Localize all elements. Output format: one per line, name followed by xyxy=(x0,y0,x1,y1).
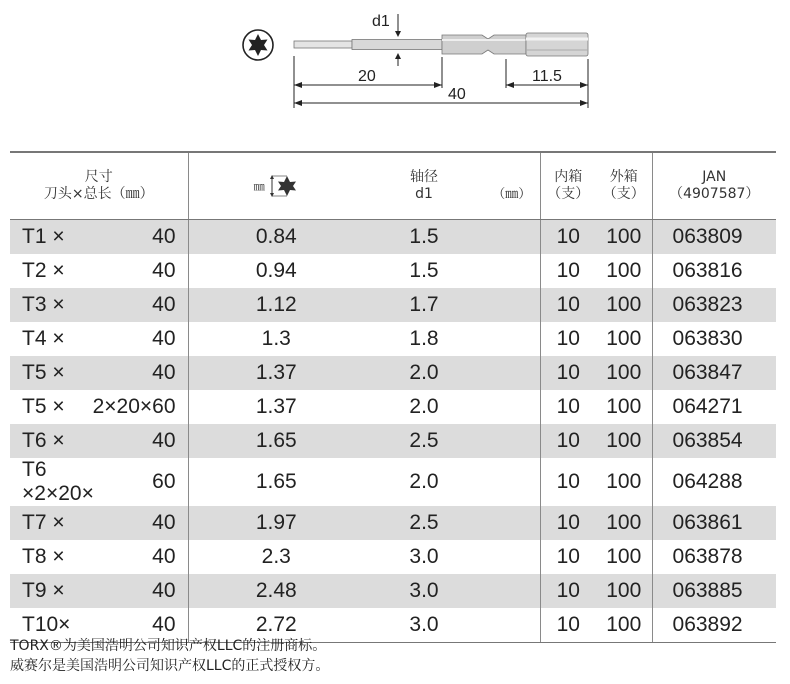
cell-spacer xyxy=(484,356,540,390)
cell-length: 40 xyxy=(78,288,188,322)
cell-spacer xyxy=(484,322,540,356)
cell-tip-size: 1.37 xyxy=(188,356,364,390)
cell-tip-size: 1.65 xyxy=(255,470,297,493)
cell-inner-box: 10 xyxy=(540,424,596,458)
cell-outer-box: 100 xyxy=(596,458,652,506)
cell-length: 40 xyxy=(78,220,188,255)
cell-outer-box: 100 xyxy=(596,540,652,574)
cell-length: 40 xyxy=(78,540,188,574)
d1-label: d1 xyxy=(372,13,390,30)
table-row xyxy=(10,356,776,390)
cell-tip-size: 1.3 xyxy=(261,327,291,350)
cell-inner-box: 10 xyxy=(540,356,596,390)
bit-dimension-drawing xyxy=(230,4,610,116)
cell-inner-box: 10 xyxy=(540,220,596,255)
table-row xyxy=(10,458,776,506)
cell-jan: 063892 xyxy=(652,608,776,643)
cell-jan: 063861 xyxy=(652,506,776,540)
header-outer-line2: （支） xyxy=(602,186,645,202)
cell-shaft-d1: 2.0 xyxy=(409,395,439,418)
cell-shaft-d1: 2.5 xyxy=(364,506,484,540)
header-jan-line1: JAN xyxy=(702,169,727,185)
cell-jan: 063816 xyxy=(672,259,743,282)
cell-tip-size: 2.72 xyxy=(188,608,364,643)
cell-inner-box: 10 xyxy=(540,506,596,540)
dimension-20: 20 xyxy=(358,68,376,85)
table-row xyxy=(10,288,776,322)
cell-tip-size: 1.37 xyxy=(255,395,297,418)
cell-spacer xyxy=(484,424,540,458)
cell-size: T2 × xyxy=(22,259,65,282)
dimension-11-5: 11.5 xyxy=(532,68,562,85)
torx-tip-dimension-icon xyxy=(269,173,299,199)
cell-size: T5 × xyxy=(10,356,78,390)
cell-inner-box: 10 xyxy=(556,327,580,350)
header-jan xyxy=(652,152,776,220)
header-size-line2: 刀头×总长（㎜） xyxy=(43,186,154,202)
header-size-line1: 尺寸 xyxy=(84,169,113,185)
spec-table xyxy=(10,151,776,643)
cell-length: 40 xyxy=(78,424,188,458)
cell-shaft-d1: 2.5 xyxy=(364,424,484,458)
cell-jan: 063885 xyxy=(652,574,776,608)
cell-length: 40 xyxy=(78,322,188,356)
cell-inner-box: 10 xyxy=(540,574,596,608)
cell-jan: 063854 xyxy=(652,424,776,458)
cell-tip-size: 2.3 xyxy=(261,545,291,568)
cell-size: T8 × xyxy=(22,545,65,568)
cell-spacer xyxy=(484,608,540,643)
header-inner-box xyxy=(540,152,596,220)
header-size xyxy=(10,152,188,220)
header-d1-line1: 轴径 xyxy=(410,169,439,185)
cell-length: 40 xyxy=(78,574,188,608)
header-outer-line1: 外箱 xyxy=(609,169,638,185)
cell-jan: 063830 xyxy=(672,327,743,350)
table-row xyxy=(10,390,776,424)
header-inner-line1: 内箱 xyxy=(554,169,583,185)
cell-length: 40 xyxy=(78,254,188,288)
cell-jan: 064288 xyxy=(672,470,743,493)
cell-spacer xyxy=(484,540,540,574)
cell-spacer xyxy=(484,254,540,288)
cell-size: T6 × xyxy=(10,424,78,458)
cell-spacer xyxy=(484,506,540,540)
cell-size: T4 × xyxy=(22,327,65,350)
cell-shaft-d1: 1.7 xyxy=(364,288,484,322)
header-d1-unit xyxy=(484,152,540,220)
cell-inner-box: 10 xyxy=(556,259,580,282)
cell-spacer xyxy=(484,220,540,255)
header-outer-box xyxy=(596,152,652,220)
cell-inner-box: 10 xyxy=(540,608,596,643)
table-row xyxy=(10,540,776,574)
header-tip xyxy=(188,152,364,220)
header-tip-unit: ㎜ xyxy=(253,179,265,193)
cell-size: T3 × xyxy=(10,288,78,322)
cell-tip-size: 1.65 xyxy=(188,424,364,458)
cell-length: 60 xyxy=(78,458,188,506)
cell-jan: 063847 xyxy=(652,356,776,390)
license-note: 威赛尔是美国浩明公司知识产权LLC的正式授权方。 xyxy=(10,658,330,674)
cell-tip-size: 1.97 xyxy=(188,506,364,540)
cell-inner-box: 10 xyxy=(556,470,580,493)
cell-jan: 063878 xyxy=(672,545,743,568)
header-d1-line2: d1 xyxy=(415,186,433,202)
cell-outer-box: 100 xyxy=(596,322,652,356)
trademark-note: TORX®为美国浩明公司知识产权LLC的注册商标。 xyxy=(10,638,327,654)
cell-size: T6 ×2×20× xyxy=(22,458,94,505)
table-row xyxy=(10,220,776,255)
table-row xyxy=(10,254,776,288)
cell-size: T10× xyxy=(10,608,78,643)
bit-side-view xyxy=(294,33,588,56)
cell-outer-box: 100 xyxy=(596,390,652,424)
cell-spacer xyxy=(484,288,540,322)
header-inner-line2: （支） xyxy=(547,186,590,202)
cell-length: 40 xyxy=(78,608,188,643)
header-d1 xyxy=(364,152,484,220)
cell-size: T7 × xyxy=(10,506,78,540)
dimension-40: 40 xyxy=(448,86,466,103)
cell-shaft-d1: 1.5 xyxy=(409,259,439,282)
table-row xyxy=(10,424,776,458)
header-d1-unit-text: （㎜） xyxy=(492,187,532,202)
cell-outer-box: 100 xyxy=(596,220,652,255)
cell-shaft-d1: 1.8 xyxy=(409,327,439,350)
cell-inner-box: 10 xyxy=(540,288,596,322)
cell-jan: 063809 xyxy=(652,220,776,255)
cell-outer-box: 100 xyxy=(596,356,652,390)
cell-outer-box: 100 xyxy=(596,288,652,322)
cell-outer-box: 100 xyxy=(596,424,652,458)
cell-tip-size: 2.48 xyxy=(188,574,364,608)
cell-outer-box: 100 xyxy=(596,608,652,643)
cell-tip-size: 1.12 xyxy=(188,288,364,322)
torx-star-icon xyxy=(243,30,273,60)
table-row xyxy=(10,574,776,608)
cell-jan: 063823 xyxy=(652,288,776,322)
table-row xyxy=(10,322,776,356)
cell-inner-box: 10 xyxy=(556,545,580,568)
cell-shaft-d1: 2.0 xyxy=(409,470,439,493)
cell-tip-size: 0.94 xyxy=(255,259,297,282)
cell-spacer xyxy=(484,574,540,608)
table-row xyxy=(10,506,776,540)
cell-shaft-d1: 3.0 xyxy=(364,574,484,608)
table-header-row xyxy=(10,152,776,220)
cell-outer-box: 100 xyxy=(596,574,652,608)
cell-jan: 064271 xyxy=(672,395,743,418)
cell-length: 40 xyxy=(78,356,188,390)
cell-shaft-d1: 1.5 xyxy=(364,220,484,255)
cell-outer-box: 100 xyxy=(596,254,652,288)
spec-table-body xyxy=(10,220,776,643)
cell-tip-size: 0.84 xyxy=(188,220,364,255)
cell-size: T5 × xyxy=(22,395,65,418)
cell-shaft-d1: 3.0 xyxy=(409,545,439,568)
cell-length: 2×20×60 xyxy=(78,390,188,424)
cell-size: T1 × xyxy=(10,220,78,255)
cell-shaft-d1: 3.0 xyxy=(364,608,484,643)
cell-outer-box: 100 xyxy=(596,506,652,540)
cell-inner-box: 10 xyxy=(556,395,580,418)
cell-length: 40 xyxy=(78,506,188,540)
cell-spacer xyxy=(484,390,540,424)
cell-spacer xyxy=(484,458,540,506)
cell-shaft-d1: 2.0 xyxy=(364,356,484,390)
header-jan-line2: （4907587） xyxy=(669,186,760,202)
cell-size: T9 × xyxy=(10,574,78,608)
